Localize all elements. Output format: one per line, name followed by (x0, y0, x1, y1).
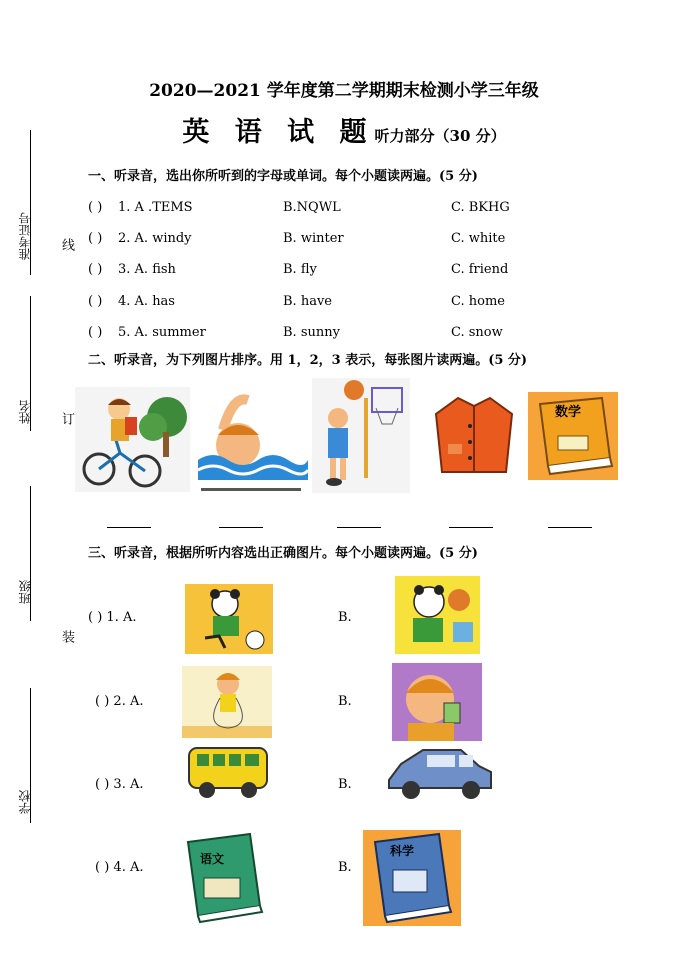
chinese-book-picture (178, 830, 268, 926)
option-c: C. BKHG (451, 200, 510, 215)
option-b: B. fly (283, 262, 317, 277)
answer-paren[interactable]: ( ) (95, 860, 110, 875)
answer-paren[interactable]: ( ) (95, 694, 110, 709)
option-c: C. white (451, 231, 506, 246)
option-b-label: B. (338, 694, 352, 709)
question-row (95, 777, 143, 792)
option-a: 4. A. has (118, 294, 175, 309)
answer-paren[interactable]: ( ) (88, 325, 103, 340)
option-a: 5. A. summer (118, 325, 206, 340)
chinese-book-label: 语文 (200, 852, 225, 866)
question-row (88, 200, 648, 218)
answer-paren[interactable]: ( ) (88, 231, 103, 246)
option-c: C. snow (451, 325, 503, 340)
panda-basketball-picture (395, 576, 480, 654)
option-a: 1. A .TEMS (118, 200, 193, 215)
exam-subtitle (0, 110, 688, 149)
option-a: 3. A. fish (118, 262, 176, 277)
math-book-label: 数学 (555, 405, 582, 420)
option-b: B. winter (283, 231, 344, 246)
answer-paren[interactable]: ( ) (95, 777, 110, 792)
option-b-label: B. (338, 860, 352, 875)
name-label: 姓名 (18, 400, 32, 424)
answer-blank[interactable] (337, 527, 381, 528)
bus-picture (185, 742, 271, 802)
question-row (95, 694, 143, 709)
option-a-label: 2. A. (113, 694, 144, 709)
option-b-label: B. (338, 777, 352, 792)
question-row (95, 860, 143, 875)
answer-blank[interactable] (548, 527, 592, 528)
exam-number-label: 准考证号 (18, 212, 32, 260)
option-a-label: 3. A. (113, 777, 144, 792)
answer-blank[interactable] (449, 527, 493, 528)
exam-header: 2020—2021 学年度第二学期期末检测小学三年级 (149, 81, 539, 101)
question-row (88, 294, 648, 312)
basketball-picture (312, 378, 410, 493)
swimmer-picture (193, 390, 308, 492)
answer-paren[interactable]: ( ) (88, 200, 103, 215)
question-row (88, 325, 648, 343)
option-b: B. sunny (283, 325, 340, 340)
answer-paren[interactable]: ( ) (88, 262, 103, 277)
class-label: 班级 (18, 580, 32, 604)
answer-paren[interactable]: ( ) (88, 294, 103, 309)
option-a: 2. A. windy (118, 231, 192, 246)
car-picture (383, 742, 495, 802)
answer-blank[interactable] (219, 527, 263, 528)
answer-paren[interactable]: ( ) (88, 610, 103, 625)
boy-drinking-picture (392, 663, 482, 741)
question-row (88, 610, 136, 625)
panda-soccer-picture (185, 584, 273, 654)
binding-char-zhuang: 装 (59, 630, 74, 643)
question-row (88, 231, 648, 249)
binding-char-ding: 订 (59, 412, 74, 425)
part-title: 听力部分（30 分） (374, 127, 506, 145)
option-a-label: 4. A. (113, 860, 144, 875)
option-b-label: B. (338, 610, 352, 625)
bike-rider-picture (75, 387, 190, 492)
option-b: B. have (283, 294, 332, 309)
option-a-label: 1. A. (106, 610, 137, 625)
option-c: C. home (451, 294, 505, 309)
section1-title: 一、听录音，选出你所听到的字母或单词。每个小题读两遍。(5 分) (88, 169, 478, 184)
option-b: B.NQWL (283, 200, 341, 215)
science-book-label: 科学 (390, 844, 415, 858)
section3-title: 三、听录音，根据所听内容选出正确图片。每个小题读两遍。(5 分) (88, 546, 478, 561)
subject-title: 英 语 试 题 (182, 117, 375, 148)
section2-title: 二、听录音，为下列图片排序。用 1，2，3 表示，每张图片读两遍。(5 分) (88, 353, 528, 368)
binding-char-xian: 线 (59, 238, 74, 251)
option-c: C. friend (451, 262, 509, 277)
question-row (88, 262, 648, 280)
school-label: 学校 (18, 790, 32, 814)
answer-blank[interactable] (107, 527, 151, 528)
jump-rope-picture (182, 666, 272, 738)
coat-picture (430, 392, 518, 480)
